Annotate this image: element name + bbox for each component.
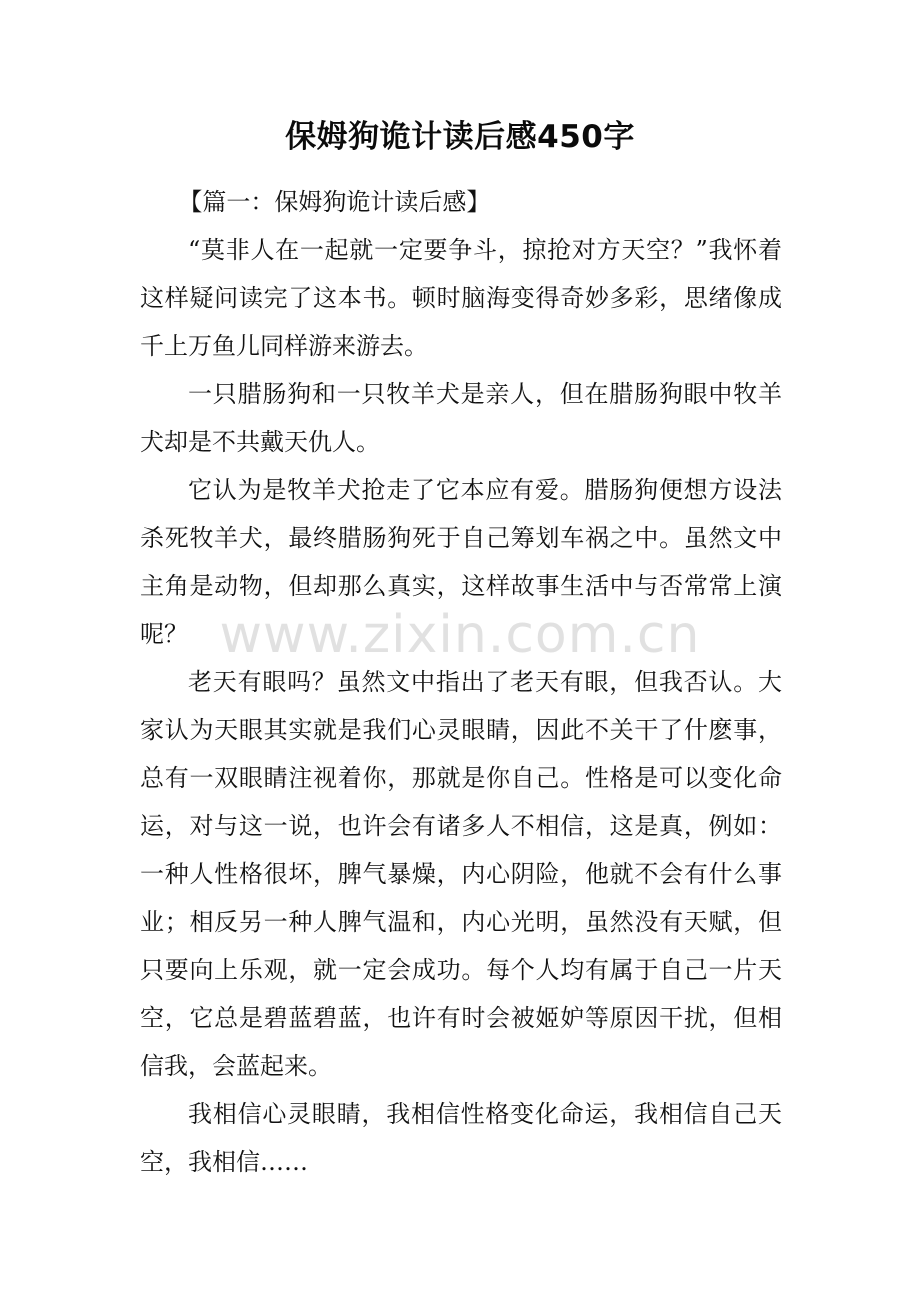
page-title: 保姆狗诡计读后感450字 <box>285 119 635 155</box>
watermark: www.zixin.com.cn <box>219 605 701 665</box>
paragraph: 一只腊肠狗和一只牧羊犬是亲人，但在腊肠狗眼中牧羊犬却是不共戴天仇人。 <box>140 380 782 456</box>
paragraph: 老天有眼吗？虽然文中指出了老天有眼，但我否认。大家认为天眼其实就是我们心灵眼睛，因此不关干了什麽事，总有一双眼睛注视着你，那就是你自己。性格是可以变化命运，对与这一说，也许会有诸多人不相信，这是真，例如：一种人性格很坏，脾气暴燥，内心阴险，他就不会有什么事业；相反另一种人脾气温和，内心光明，虽然没有天赋，但只要向上乐观，就一定会成功。每个人均有属于自己一片天空，它总是碧蓝碧蓝，也许有时会被姬妒等原因干扰，但相信我，会蓝起来。 <box>140 668 782 1080</box>
paragraph: 我相信心灵眼睛，我相信性格变化命运，我相信自己天空，我相信…… <box>140 1100 782 1176</box>
paragraph: “莫非人在一起就一定要争斗，掠抢对方天空？”我怀着这样疑问读完了这本书。顿时脑海变得奇妙多彩，思绪像成千上万鱼儿同样游来游去。 <box>140 236 782 360</box>
document-body <box>140 178 782 1186</box>
paragraph: 它认为是牧羊犬抢走了它本应有爱。腊肠狗便想方设法杀死牧羊犬，最终腊肠狗死于自己筹划车祸之中。虽然文中主角是动物，但却那么真实，这样故事生活中与否常常上演呢？ <box>140 476 782 648</box>
section-heading: 【篇一：保姆狗诡计读后感】 <box>178 188 491 216</box>
